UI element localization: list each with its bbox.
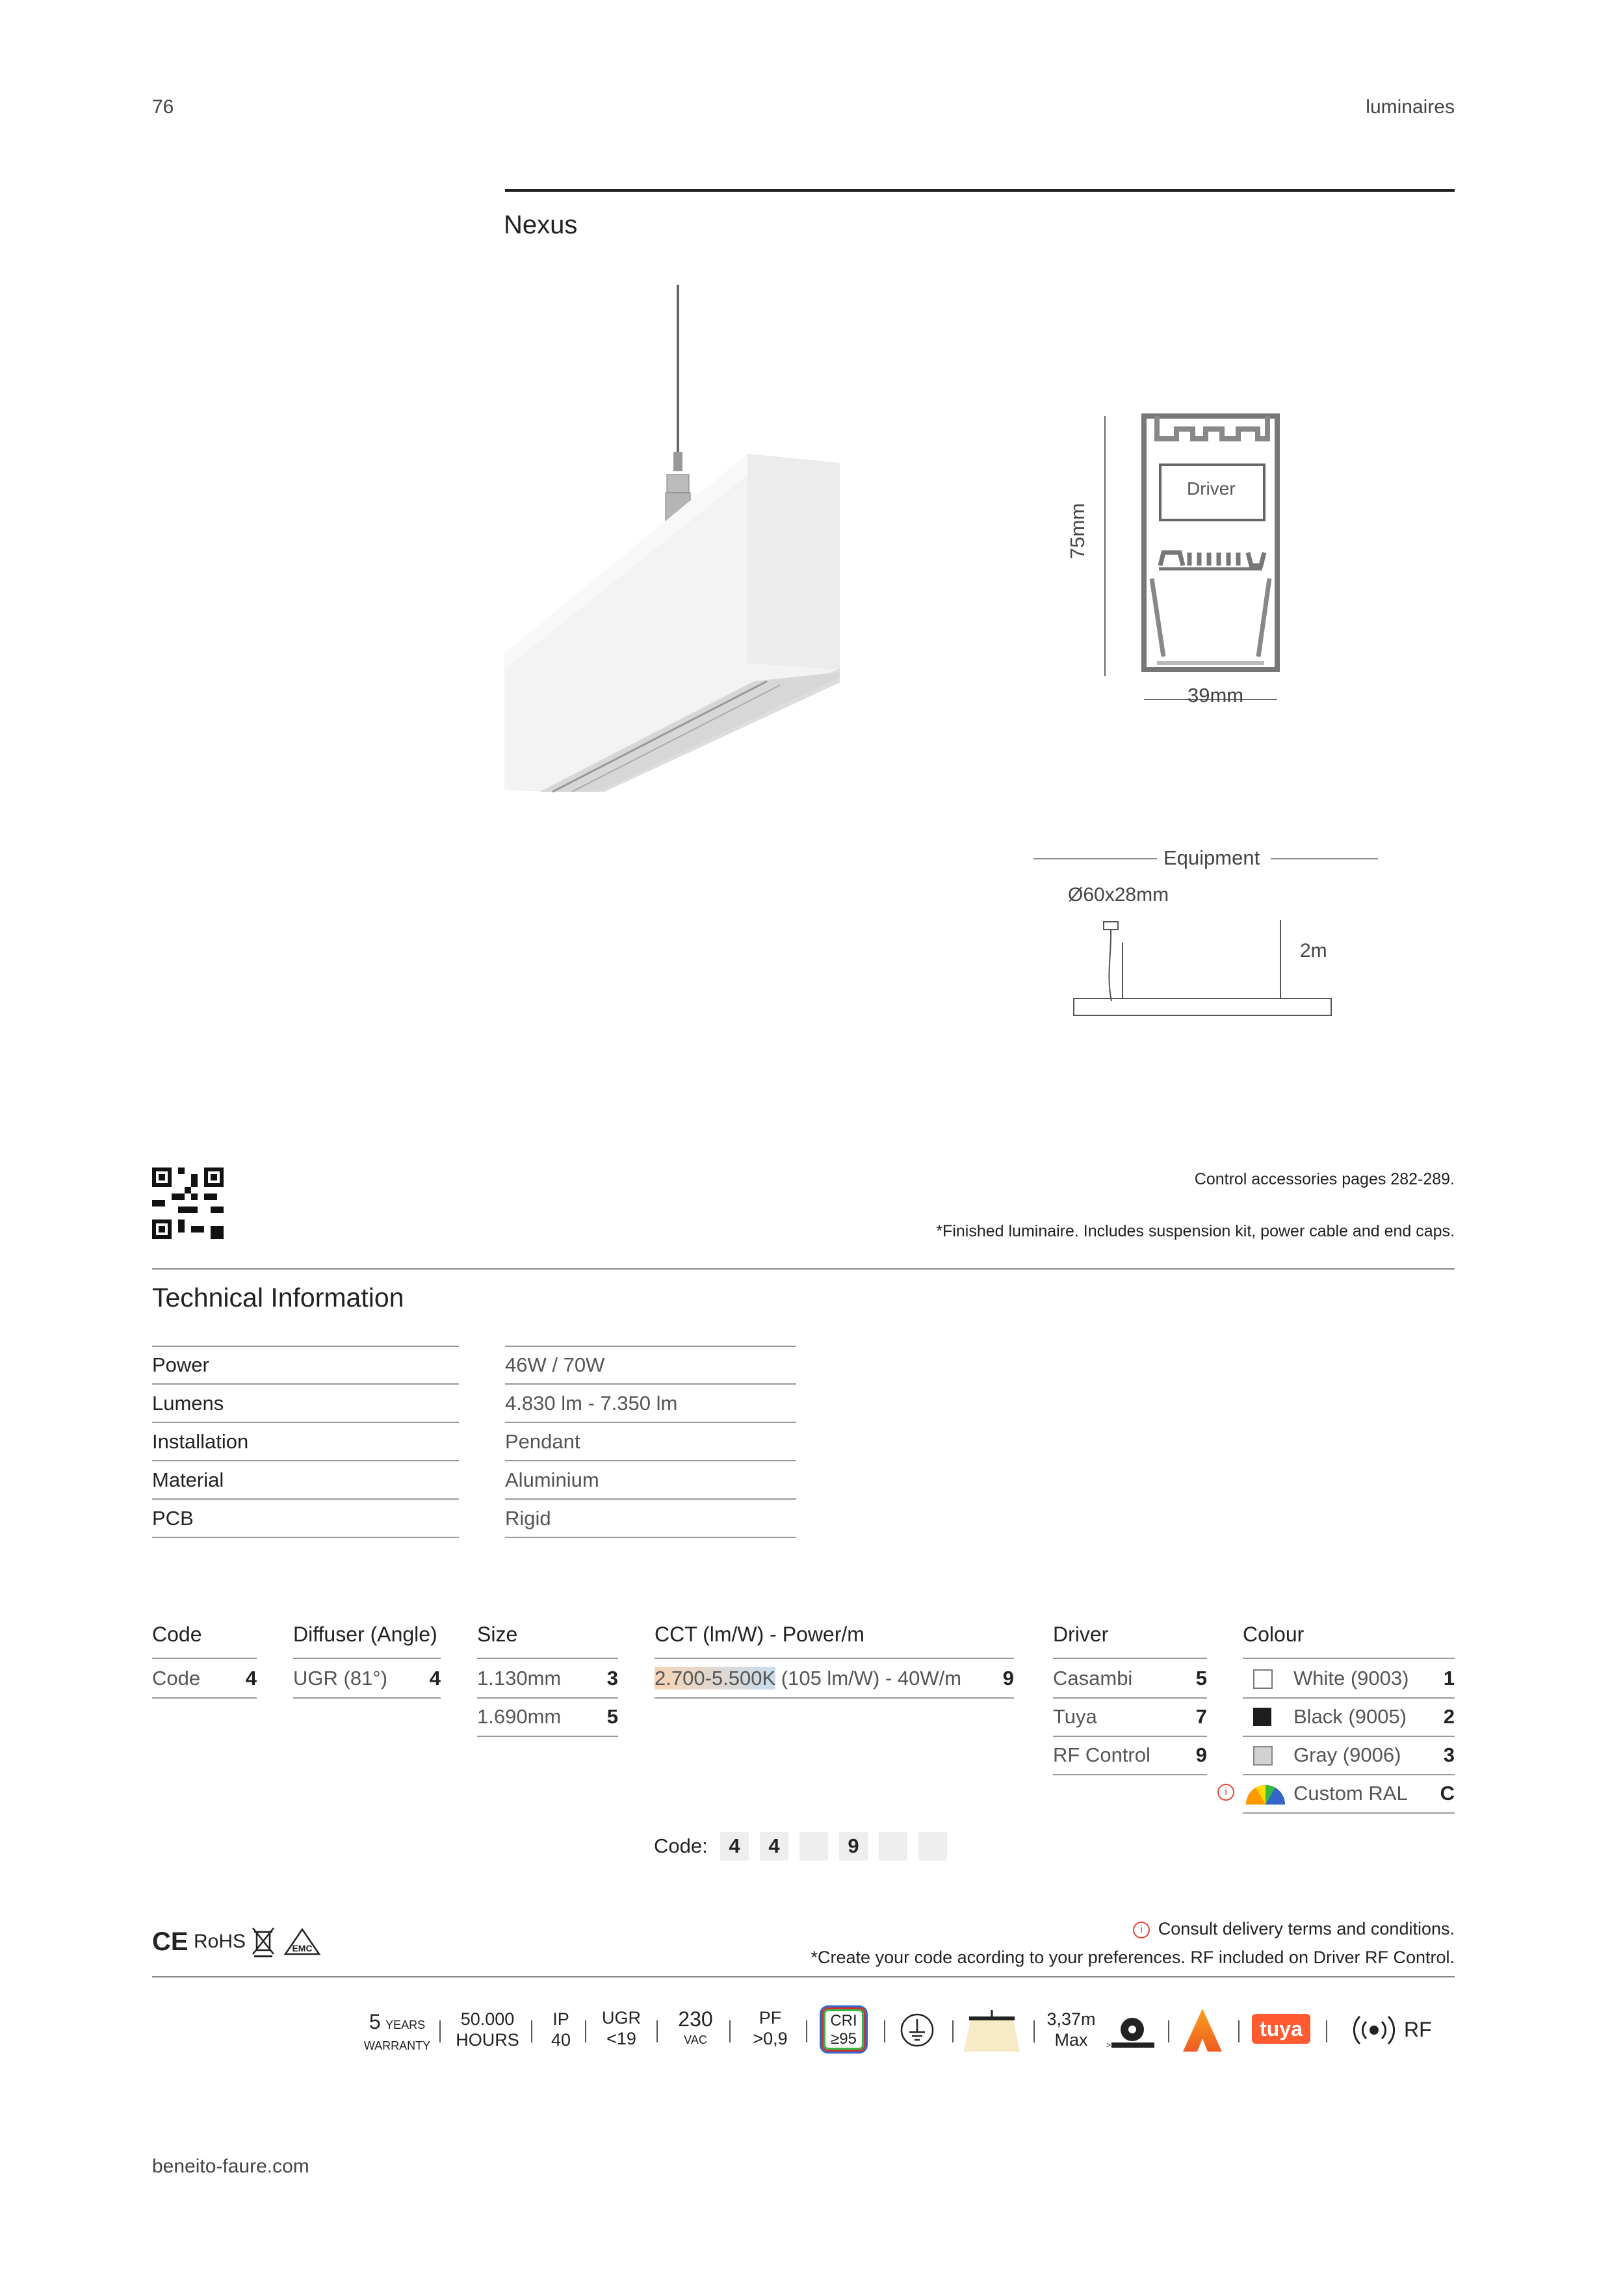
colour-option-label: White (9003) xyxy=(1293,1667,1409,1689)
colour-option-value: 3 xyxy=(1443,1743,1455,1766)
driver-option-value: 5 xyxy=(1195,1667,1207,1689)
separator xyxy=(1326,2020,1327,2042)
voltage-word: VAC xyxy=(684,2033,707,2046)
suspension-drawing xyxy=(1066,917,1339,1021)
colour-option-value: 1 xyxy=(1443,1667,1455,1689)
separator xyxy=(656,2020,658,2042)
tech-value: Pendant xyxy=(505,1424,796,1461)
size-option-value: 3 xyxy=(606,1667,618,1689)
size-rule xyxy=(477,1658,618,1659)
cut-to-size-icon xyxy=(1105,2014,1157,2050)
ugr-badge xyxy=(597,2007,646,2049)
diffuser-header: Diffuser (Angle) xyxy=(293,1623,437,1646)
profile-drawing xyxy=(1066,403,1313,715)
cable-length: 2m xyxy=(1300,940,1327,961)
code-builder-label: Code: xyxy=(654,1834,708,1857)
tech-value: Rigid xyxy=(505,1500,796,1538)
separator xyxy=(531,2020,532,2042)
driver-option-label: Casambi xyxy=(1053,1667,1133,1689)
tuya-logo: tuya xyxy=(1252,2014,1310,2044)
cct-detail: (105 lm/W) - 40W/m xyxy=(775,1667,962,1689)
separator xyxy=(585,2020,586,2042)
swatch-gray xyxy=(1253,1746,1273,1766)
tech-label: Lumens xyxy=(152,1385,459,1423)
cct-option-value: 9 xyxy=(1002,1667,1014,1689)
driver-label: Driver xyxy=(1187,478,1236,499)
ip-value: 40 xyxy=(551,2030,571,2050)
weee-bin-icon xyxy=(250,1925,276,1958)
equipment-rule-left xyxy=(1033,858,1157,859)
code-cell[interactable] xyxy=(799,1832,828,1860)
info-icon[interactable]: i xyxy=(1133,1922,1150,1938)
swatch-white xyxy=(1253,1669,1273,1689)
code-rule xyxy=(152,1658,257,1659)
colour-option-value: 2 xyxy=(1443,1705,1455,1728)
size-option-label: 1.130mm xyxy=(477,1667,562,1689)
pf-label: PF xyxy=(759,2008,782,2028)
finished-note: *Finished luminaire. Includes suspension kit, power cable and end caps. xyxy=(936,1222,1455,1240)
pendant-light-icon xyxy=(964,2009,1020,2053)
code-cell[interactable] xyxy=(918,1832,947,1860)
colour-wheel-icon xyxy=(1243,1780,1288,1806)
emc-icon xyxy=(283,1927,322,1957)
swatch-black xyxy=(1253,1708,1271,1726)
driver-rule xyxy=(1053,1658,1207,1659)
driver-header: Driver xyxy=(1053,1623,1109,1646)
colour-option-label: Black (9005) xyxy=(1293,1705,1407,1728)
hours-word: HOURS xyxy=(456,2030,519,2050)
ip-badge xyxy=(545,2009,577,2050)
size-option-value: 5 xyxy=(606,1705,618,1728)
equipment-rule-right xyxy=(1271,858,1378,859)
driver-option[interactable] xyxy=(1053,1698,1207,1737)
warranty-number: 5 xyxy=(369,2010,381,2033)
diffuser-option[interactable] xyxy=(293,1660,441,1699)
hours-number: 50.000 xyxy=(460,2009,515,2029)
code-cell[interactable] xyxy=(879,1832,907,1860)
size-option[interactable] xyxy=(477,1698,618,1737)
cri-value: ≥95 xyxy=(831,2030,857,2048)
code-cell[interactable]: 4 xyxy=(720,1832,749,1860)
warranty-badge xyxy=(361,2011,434,2056)
technical-title: Technical Information xyxy=(152,1283,404,1312)
code-option-value: 4 xyxy=(245,1667,257,1689)
warranty-word: WARRANTY xyxy=(363,2039,431,2052)
notes-rule xyxy=(152,1268,1455,1270)
diffuser-option-label: UGR (81°) xyxy=(293,1667,388,1689)
tech-value: Aluminium xyxy=(505,1462,796,1500)
driver-option-value: 7 xyxy=(1195,1705,1207,1728)
colour-option-label: Custom RAL xyxy=(1293,1782,1408,1805)
website[interactable]: beneito-faure.com xyxy=(152,2156,309,2177)
colour-option[interactable] xyxy=(1243,1775,1455,1814)
colour-option[interactable] xyxy=(1243,1660,1455,1699)
driver-option[interactable] xyxy=(1053,1736,1207,1775)
colour-rule xyxy=(1243,1658,1455,1659)
max-length: 3,37m xyxy=(1046,2009,1096,2029)
tech-value: 4.830 lm - 7.350 lm xyxy=(505,1385,796,1423)
voltage-number: 230 xyxy=(678,2007,713,2031)
colour-option-value: C xyxy=(1440,1782,1455,1805)
accessories-note: Control accessories pages 282-289. xyxy=(1194,1170,1455,1188)
canopy-dimension: Ø60x28mm xyxy=(1068,884,1169,906)
product-title: Nexus xyxy=(504,211,578,239)
rohs-label: RoHS xyxy=(194,1931,246,1952)
cct-rule xyxy=(655,1658,1014,1659)
svg-text:>>: >> xyxy=(1106,2041,1116,2050)
cri-badge xyxy=(822,2007,866,2052)
page-number: 76 xyxy=(152,96,174,118)
create-code-note: *Create your code acording to your preferences. RF included on Driver RF Control. xyxy=(811,1948,1455,1967)
tech-label: Power xyxy=(152,1347,459,1385)
separator xyxy=(884,2020,885,2042)
colour-header: Colour xyxy=(1243,1623,1305,1646)
code-cell[interactable]: 4 xyxy=(760,1832,788,1860)
hours-badge xyxy=(452,2009,523,2050)
voltage-badge xyxy=(669,2009,721,2050)
height-dimension: 75mm xyxy=(1066,502,1089,559)
max-length-badge xyxy=(1043,2009,1099,2050)
code-header: Code xyxy=(152,1623,202,1646)
code-option[interactable] xyxy=(152,1660,257,1699)
size-option[interactable] xyxy=(477,1660,618,1699)
footer-rule xyxy=(152,1976,1455,1977)
emc-text: EMC xyxy=(292,1943,313,1953)
equipment-title: Equipment xyxy=(1163,846,1260,869)
separator xyxy=(439,2020,441,2042)
separator xyxy=(1033,2020,1035,2042)
colour-option[interactable] xyxy=(1243,1698,1455,1737)
ground-icon xyxy=(900,2013,935,2048)
consult-note: Consult delivery terms and conditions. xyxy=(1158,1919,1455,1938)
separator xyxy=(1168,2020,1169,2042)
driver-option-label: RF Control xyxy=(1053,1743,1150,1766)
pf-badge xyxy=(741,2007,799,2049)
separator xyxy=(952,2020,954,2042)
separator xyxy=(729,2020,731,2042)
driver-option-label: Tuya xyxy=(1053,1705,1097,1728)
ce-mark-icon: CE xyxy=(152,1927,188,1956)
rf-signal-icon xyxy=(1345,2014,1403,2046)
tech-value: 46W / 70W xyxy=(505,1347,796,1385)
qr-code[interactable] xyxy=(152,1168,224,1239)
warranty-years: YEARS xyxy=(385,2018,426,2031)
code-option-label: Code xyxy=(152,1667,201,1689)
diffuser-option-value: 4 xyxy=(429,1667,441,1689)
size-header: Size xyxy=(477,1623,518,1646)
separator xyxy=(806,2020,807,2042)
driver-option[interactable] xyxy=(1053,1660,1207,1699)
cct-header: CCT (lm/W) - Power/m xyxy=(655,1623,864,1646)
code-cell[interactable]: 9 xyxy=(839,1832,868,1860)
rf-label: RF xyxy=(1404,2018,1432,2041)
ip-label: IP xyxy=(552,2009,569,2029)
info-icon[interactable]: i xyxy=(1217,1784,1234,1801)
tech-label: Material xyxy=(152,1462,459,1500)
ugr-label: UGR xyxy=(602,2008,641,2028)
casambi-icon xyxy=(1182,2007,1223,2053)
max-word: Max xyxy=(1054,2030,1088,2050)
tech-label: Installation xyxy=(152,1424,459,1461)
pf-value: >0,9 xyxy=(753,2029,788,2048)
diffuser-rule xyxy=(293,1658,441,1659)
cri-label: CRI xyxy=(830,2012,857,2029)
width-dimension: 39mm xyxy=(1188,684,1244,707)
ugr-value: <19 xyxy=(606,2029,636,2048)
title-rule xyxy=(505,189,1455,192)
tech-label: PCB xyxy=(152,1500,459,1538)
colour-option-label: Gray (9006) xyxy=(1293,1743,1401,1766)
product-image xyxy=(500,280,851,793)
cct-option[interactable] xyxy=(655,1660,1014,1699)
colour-option[interactable] xyxy=(1243,1736,1455,1775)
size-option-label: 1.690mm xyxy=(477,1705,562,1728)
cct-range: 2.700-5.500K xyxy=(655,1667,776,1689)
driver-option-value: 9 xyxy=(1195,1743,1207,1766)
separator xyxy=(1238,2020,1240,2042)
section-label: luminaires xyxy=(1366,96,1455,118)
